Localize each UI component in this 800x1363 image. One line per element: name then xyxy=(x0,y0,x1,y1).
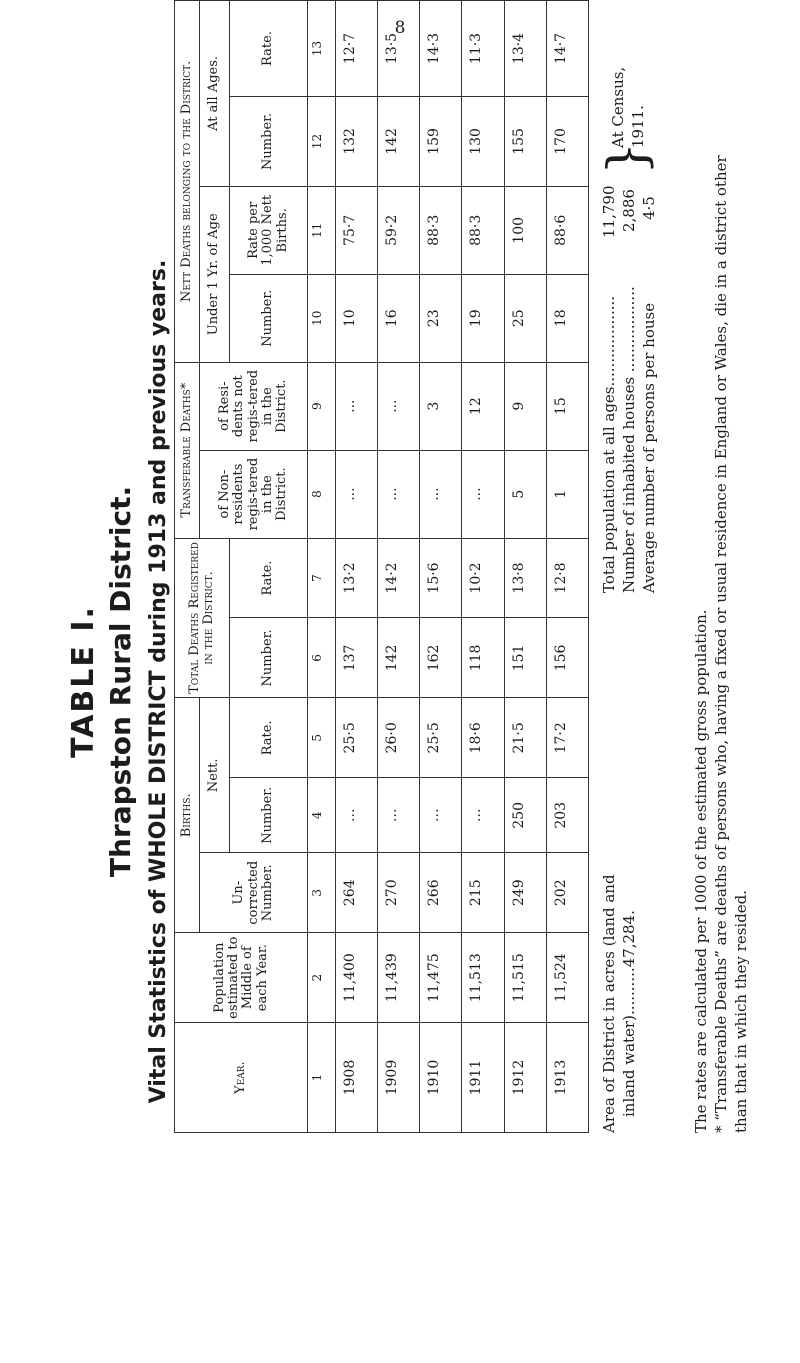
total-deaths-number-cell: 118 xyxy=(462,618,504,698)
all-ages-number-cell: 170 xyxy=(546,96,588,186)
births-nett-rate-cell: 18·6 xyxy=(462,698,504,778)
total-deaths-rate-cell: 13·2 xyxy=(336,538,378,618)
year-header: Year. xyxy=(175,1023,308,1133)
statistics-table-wrapper xyxy=(174,0,589,1133)
column-index: 12 xyxy=(308,96,336,186)
column-index: 8 xyxy=(308,450,336,538)
population-cell: 11,524 xyxy=(546,933,588,1023)
population-header: Population estimated to Middle of each Year. xyxy=(175,933,308,1023)
column-index: 7 xyxy=(308,538,336,618)
table-row xyxy=(504,1,546,1133)
area-line-1: Area of District in acres (land and xyxy=(600,874,618,1133)
district-title: Thrapston Rural District. xyxy=(104,485,137,878)
residents-not-cell: 3 xyxy=(420,362,462,450)
residents-not-cell: 15 xyxy=(546,362,588,450)
total-population-label: Total population at all ages................... xyxy=(600,295,618,593)
all-ages-header: At all Ages. xyxy=(200,1,230,187)
total-deaths-number-cell: 156 xyxy=(546,618,588,698)
total-deaths-number-cell: 137 xyxy=(336,618,378,698)
under-1-rate-cell: 88·3 xyxy=(462,186,504,274)
all-ages-number-cell: 159 xyxy=(420,96,462,186)
births-uncorrected-cell: 270 xyxy=(378,853,420,933)
births-nett-rate-cell: 26·0 xyxy=(378,698,420,778)
table-row xyxy=(462,1,504,1133)
uncorrected-number-header: Un-corrected Number. xyxy=(200,853,308,933)
all-ages-number-cell: 132 xyxy=(336,96,378,186)
under-1-number-header: Number. xyxy=(229,274,308,362)
table-row xyxy=(546,1,588,1133)
table-row xyxy=(378,1,420,1133)
total-deaths-rate-cell: 15·6 xyxy=(420,538,462,618)
total-deaths-rate-cell: 10·2 xyxy=(462,538,504,618)
under-1-number-cell: 19 xyxy=(462,274,504,362)
vital-statistics-table xyxy=(174,0,589,1133)
under-1-header: Under 1 Yr. of Age xyxy=(200,186,230,362)
year-cell: 1910 xyxy=(420,1023,462,1133)
under-1-number-cell: 25 xyxy=(504,274,546,362)
total-deaths-rate-cell: 14·2 xyxy=(378,538,420,618)
births-nett-header: Nett. xyxy=(200,698,230,853)
under-1-rate-cell: 88·6 xyxy=(546,186,588,274)
column-index: 6 xyxy=(308,618,336,698)
under-1-number-cell: 23 xyxy=(420,274,462,362)
column-index: 9 xyxy=(308,362,336,450)
column-index: 2 xyxy=(308,933,336,1023)
table-number: TABLE I. xyxy=(66,605,101,758)
residents-not-cell: ... xyxy=(336,362,378,450)
total-deaths-rate-header: Rate. xyxy=(229,538,308,618)
non-residents-cell: 5 xyxy=(504,450,546,538)
total-deaths-number-cell: 151 xyxy=(504,618,546,698)
total-deaths-rate-cell: 13·8 xyxy=(504,538,546,618)
under-1-number-cell: 18 xyxy=(546,274,588,362)
births-nett-number-cell: 203 xyxy=(546,778,588,853)
total-deaths-number-cell: 142 xyxy=(378,618,420,698)
non-residents-cell: ... xyxy=(420,450,462,538)
all-ages-rate-header: Rate. xyxy=(229,1,308,97)
births-nett-rate-cell: 25·5 xyxy=(420,698,462,778)
non-residents-cell: ... xyxy=(462,450,504,538)
under-1-rate-cell: 75·7 xyxy=(336,186,378,274)
total-deaths-number-cell: 162 xyxy=(420,618,462,698)
all-ages-number-cell: 142 xyxy=(378,96,420,186)
residents-not-header: of Resi-dents not regis-tered in the District. xyxy=(200,362,308,450)
inhabited-houses-value: 2,886 xyxy=(620,189,638,232)
transferable-note-1: * “Transferable Deaths” are deaths of persons who, having a fixed or usual residence in England or Wales, die in a district other xyxy=(712,155,730,1133)
population-cell: 11,475 xyxy=(420,933,462,1023)
column-index: 1 xyxy=(308,1023,336,1133)
population-cell: 11,400 xyxy=(336,933,378,1023)
total-deaths-rate-cell: 12·8 xyxy=(546,538,588,618)
all-ages-rate-cell: 13·5 xyxy=(378,1,420,97)
year-cell: 1912 xyxy=(504,1023,546,1133)
non-residents-cell: 1 xyxy=(546,450,588,538)
births-header: Births. xyxy=(175,698,200,933)
column-index: 13 xyxy=(308,1,336,97)
column-index: 11 xyxy=(308,186,336,274)
residents-not-cell: ... xyxy=(378,362,420,450)
column-index: 3 xyxy=(308,853,336,933)
births-uncorrected-cell: 249 xyxy=(504,853,546,933)
table-row xyxy=(336,1,378,1133)
births-nett-number-cell: ... xyxy=(462,778,504,853)
births-uncorrected-cell: 215 xyxy=(462,853,504,933)
population-cell: 11,439 xyxy=(378,933,420,1023)
births-nett-number-cell: ... xyxy=(420,778,462,853)
header-row-1 xyxy=(175,1,200,1133)
births-nett-rate-cell: 21·5 xyxy=(504,698,546,778)
census-brace: } xyxy=(598,141,658,175)
under-1-number-cell: 10 xyxy=(336,274,378,362)
nett-deaths-header: Nett Deaths belonging to the District. xyxy=(175,1,200,363)
births-nett-number-header: Number. xyxy=(229,778,308,853)
residents-not-cell: 9 xyxy=(504,362,546,450)
table-subtitle: Vital Statistics of WHOLE DISTRICT during 1913 and previous years. xyxy=(146,259,171,1104)
year-cell: 1911 xyxy=(462,1023,504,1133)
all-ages-rate-cell: 13·4 xyxy=(504,1,546,97)
column-index: 10 xyxy=(308,274,336,362)
all-ages-rate-cell: 12·7 xyxy=(336,1,378,97)
births-uncorrected-cell: 266 xyxy=(420,853,462,933)
year-cell: 1913 xyxy=(546,1023,588,1133)
column-index: 5 xyxy=(308,698,336,778)
all-ages-number-header: Number. xyxy=(229,96,308,186)
population-cell: 11,515 xyxy=(504,933,546,1023)
all-ages-number-cell: 155 xyxy=(504,96,546,186)
births-uncorrected-cell: 264 xyxy=(336,853,378,933)
all-ages-rate-cell: 14·7 xyxy=(546,1,588,97)
births-nett-number-cell: 250 xyxy=(504,778,546,853)
column-index: 4 xyxy=(308,778,336,853)
births-nett-number-cell: ... xyxy=(336,778,378,853)
under-1-number-cell: 16 xyxy=(378,274,420,362)
non-residents-cell: ... xyxy=(378,450,420,538)
all-ages-rate-cell: 11·3 xyxy=(462,1,504,97)
under-1-rate-header: Rate per 1,000 Nett Births. xyxy=(229,186,308,274)
under-1-rate-cell: 59·2 xyxy=(378,186,420,274)
page-number: 8 xyxy=(394,18,406,38)
persons-per-house-value: 4·5 xyxy=(640,196,658,220)
all-ages-number-cell: 130 xyxy=(462,96,504,186)
non-residents-header: of Non-residents regis-tered in the District. xyxy=(200,450,308,538)
total-population-value: 11,790 xyxy=(600,185,618,238)
persons-per-house-label: Average number of persons per house xyxy=(640,302,658,593)
year-cell: 1909 xyxy=(378,1023,420,1133)
population-cell: 11,513 xyxy=(462,933,504,1023)
residents-not-cell: 12 xyxy=(462,362,504,450)
total-deaths-number-header: Number. xyxy=(229,618,308,698)
table-row xyxy=(420,1,462,1133)
births-nett-rate-cell: 17·2 xyxy=(546,698,588,778)
under-1-rate-cell: 100 xyxy=(504,186,546,274)
births-nett-rate-cell: 25·5 xyxy=(336,698,378,778)
births-uncorrected-cell: 202 xyxy=(546,853,588,933)
inhabited-houses-label: Number of inhabited houses .................. xyxy=(620,286,638,593)
transferable-note-2: than that in which they resided. xyxy=(732,889,750,1133)
total-deaths-header: Total Deaths Registered in the District. xyxy=(175,538,230,698)
area-line-2: inland water)..........47,284. xyxy=(620,910,638,1117)
births-nett-rate-header: Rate. xyxy=(229,698,308,778)
rates-note: The rates are calculated per 1000 of the estimated gross population. xyxy=(692,609,710,1133)
all-ages-rate-cell: 14·3 xyxy=(420,1,462,97)
column-index-row xyxy=(308,1,336,1133)
non-residents-cell: ... xyxy=(336,450,378,538)
census-label: At Census, 1911. xyxy=(609,66,647,148)
under-1-rate-cell: 88·3 xyxy=(420,186,462,274)
births-nett-number-cell: ... xyxy=(378,778,420,853)
transferable-deaths-header: Transferable Deaths* xyxy=(175,362,200,538)
year-cell: 1908 xyxy=(336,1023,378,1133)
